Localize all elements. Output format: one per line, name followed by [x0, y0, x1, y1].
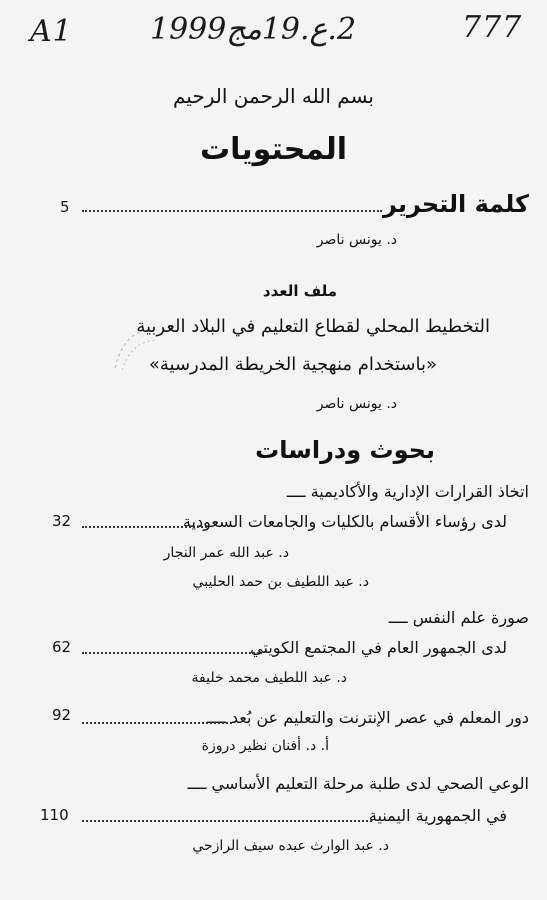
basmala: بسم الله الرحمن الرحيم [172, 84, 374, 108]
study-1-title-line2: لدى رؤساء الأقسام بالكليات والجامعات السعودية [182, 512, 507, 531]
faint-stamp-mark [110, 318, 170, 378]
study-4-title-line2: في الجمهورية اليمنية [368, 806, 507, 825]
study-3-page-number: 92 [52, 706, 72, 724]
study-2-page-number: 62 [52, 638, 72, 656]
studies-heading: بحوث ودراسات [255, 436, 435, 464]
editorial-page-number: 5 [60, 198, 70, 216]
leader-dots [82, 652, 262, 654]
leader-dots [82, 526, 207, 528]
study-3-title: دور المعلم في عصر الإنترنت والتعليم عن بُعد ــــ [207, 708, 529, 727]
editorial-author: د. يونس ناصر [316, 232, 397, 248]
issue-file-title-line1: التخطيط المحلي لقطاع التعليم في البلاد العربية [136, 316, 490, 337]
handwritten-date: 2.ع.19مج1999 [150, 12, 357, 47]
study-1-author-2: د. عبد اللطيف بن حمد الحليبي [192, 574, 369, 590]
study-4-author-1: د. عبد الوارث عبده سيف الرازحي [192, 838, 389, 854]
study-1-title-line1: اتخاذ القرارات الإدارية والأكاديمية ــــ [286, 482, 529, 501]
study-1-page-number: 32 [52, 512, 72, 530]
page-title: المحتويات [199, 132, 347, 167]
study-4-page-number: 110 [40, 806, 69, 824]
editorial-heading: كلمة التحرير [383, 190, 529, 218]
issue-file-label: ملف العدد [262, 282, 337, 300]
leader-dots [82, 722, 232, 724]
handwritten-code-right: 777 [462, 10, 523, 45]
study-1-author-1: د. عبد الله عمر النجار [163, 545, 289, 561]
study-4-title-line1: الوعي الصحي لدى طلبة مرحلة التعليم الأساسي ــــ [187, 774, 529, 793]
issue-file-author: د. يونس ناصر [316, 396, 397, 412]
leader-dots [82, 820, 372, 822]
issue-file-title-line2: «باستخدام منهجية الخريطة المدرسية» [148, 354, 437, 375]
handwritten-code-left: A1 [30, 14, 73, 49]
study-2-title-line2: لدى الجمهور العام في المجتمع الكويتي [250, 638, 507, 657]
leader-dots [82, 210, 382, 212]
study-2-author-1: د. عبد اللطيف محمد خليفة [191, 670, 347, 686]
study-2-title-line1: صورة علم النفس ــــ [388, 608, 529, 627]
study-3-author-1: أ. د. أفنان نظير دروزة [201, 738, 329, 754]
